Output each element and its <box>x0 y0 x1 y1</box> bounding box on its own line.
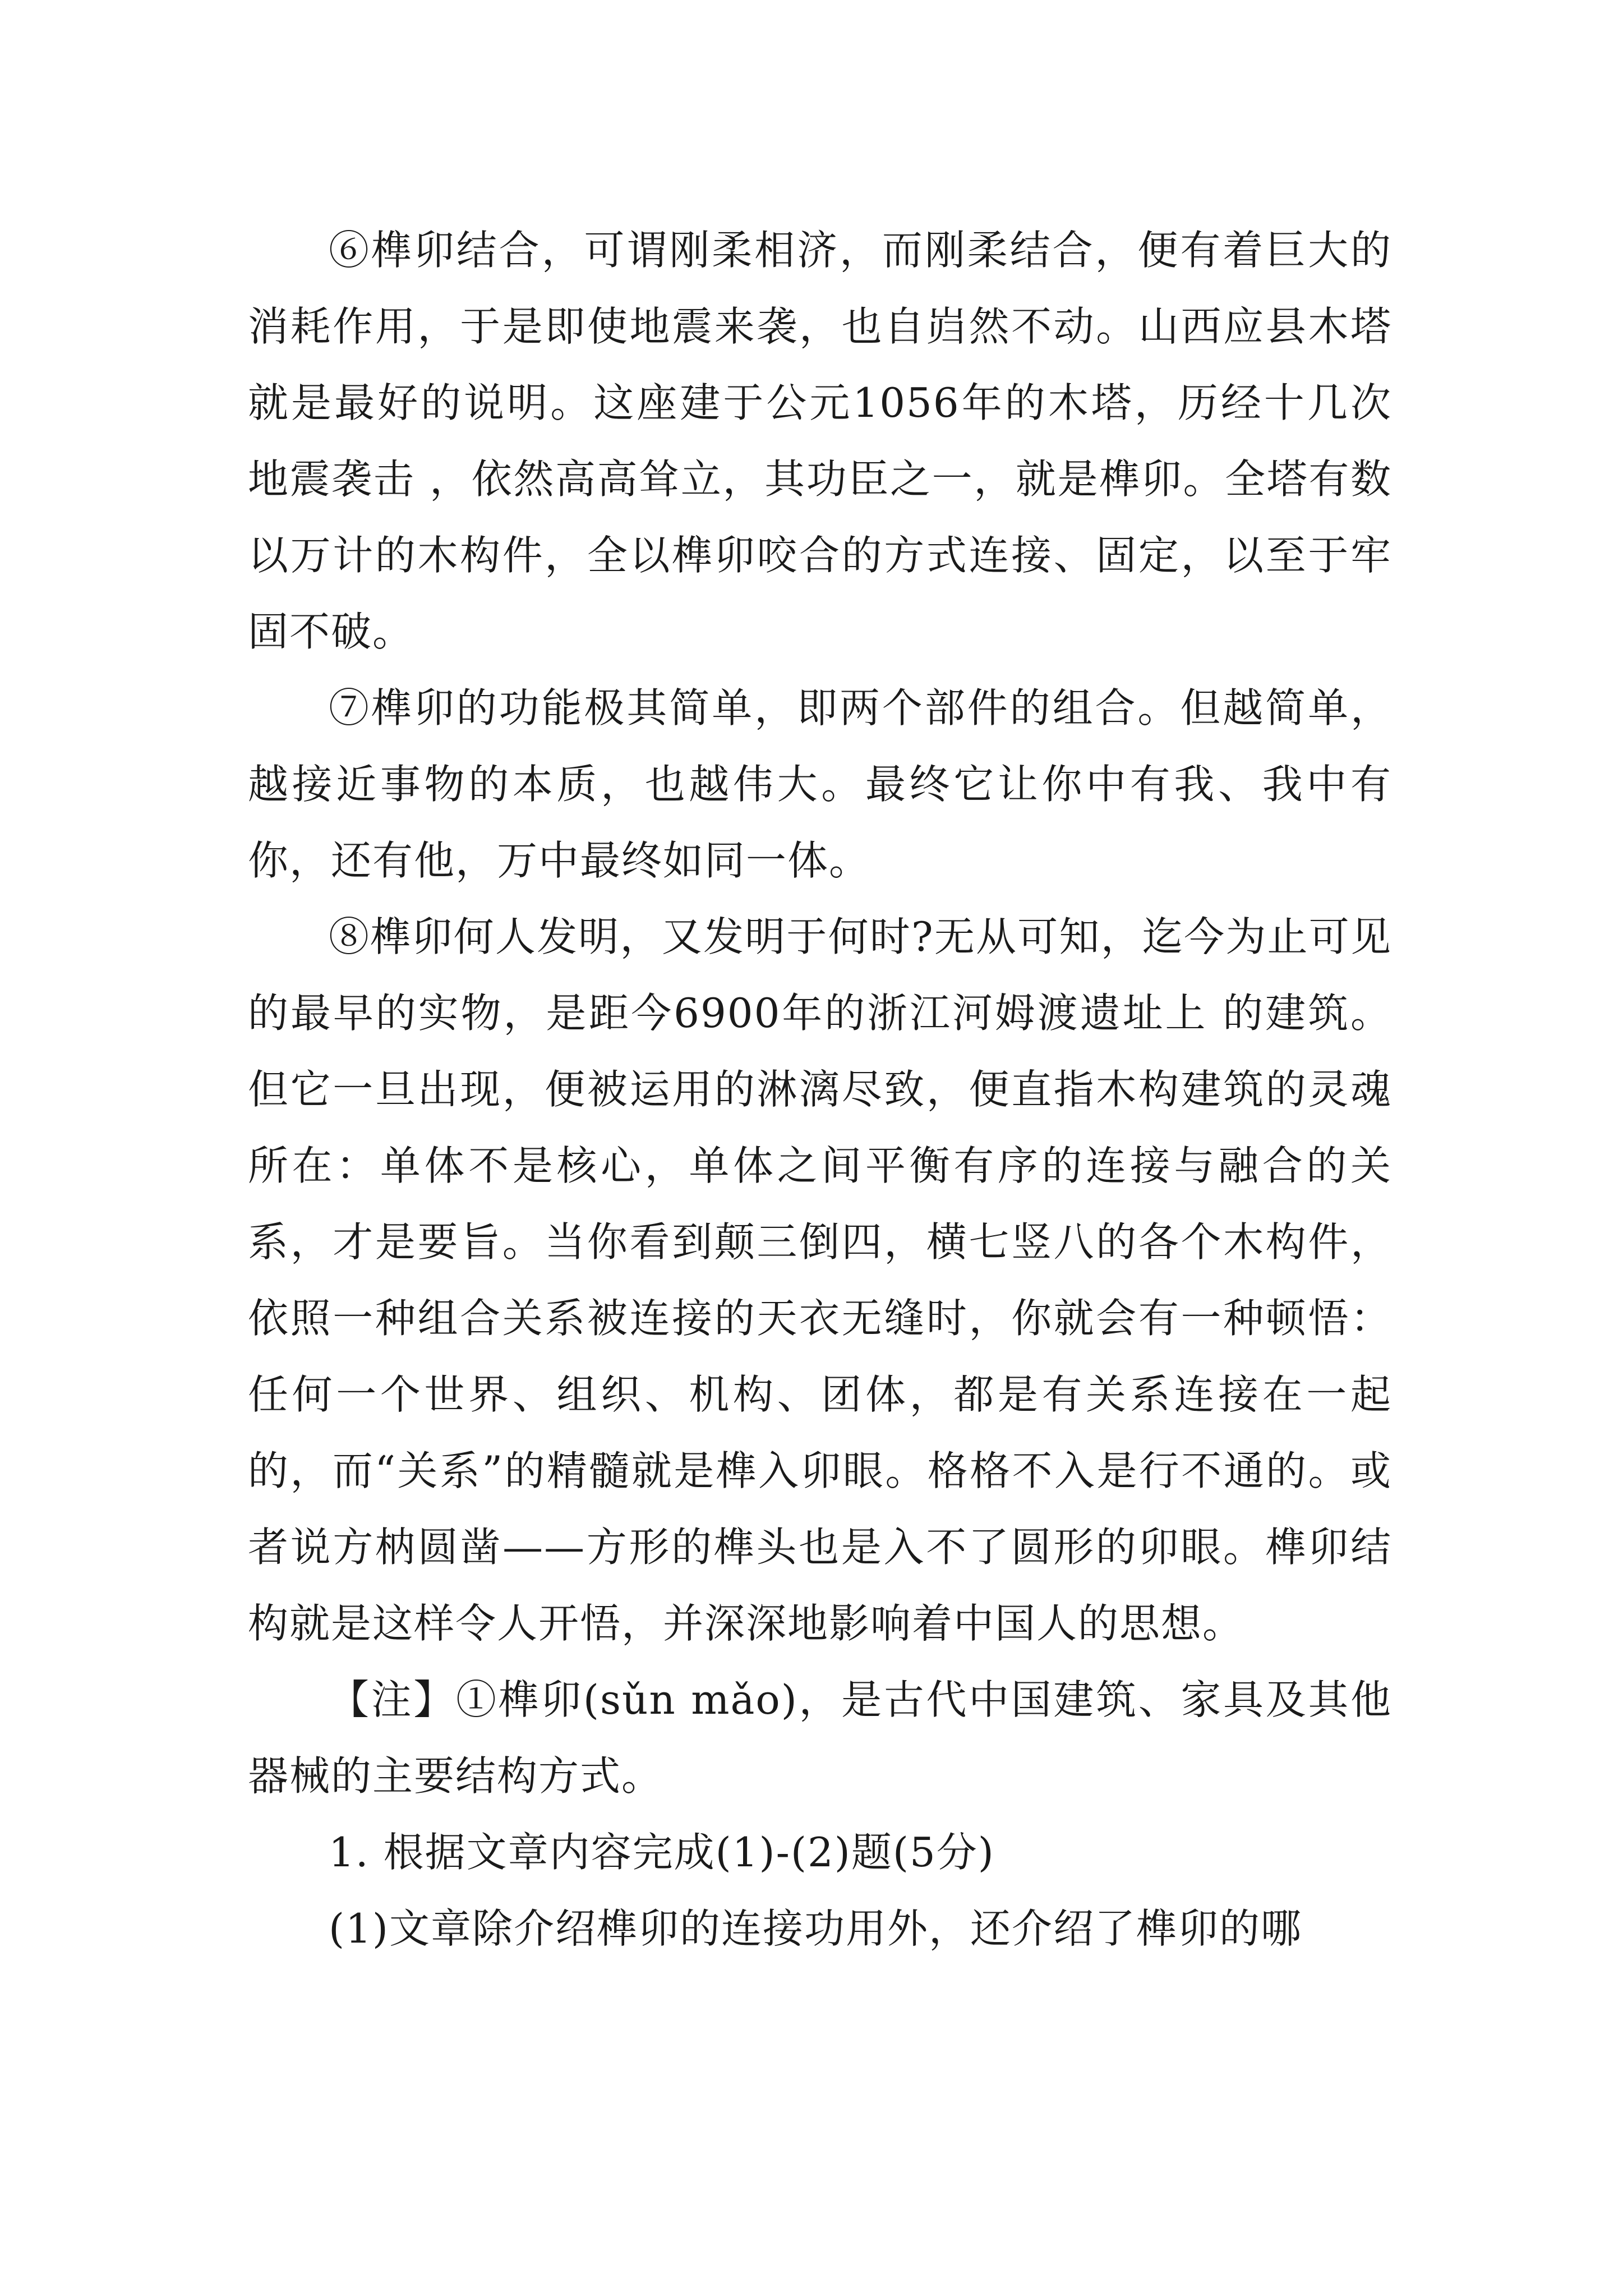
annotation-note: 【注】①榫卯(sǔn mǎo)，是古代中国建筑、家具及其他器械的主要结构方式。 <box>248 1676 1392 1800</box>
question-1: (1)文章除介绍榫卯的连接功用外，还介绍了榫卯的哪 <box>329 1905 1302 1952</box>
paragraph-8: ⑧榫卯何人发明，又发明于何时?无从可知，迄今为止可见的最早的实物，是距今6900年的浙江河姆渡遗址上 的建筑。但它一旦出现，便被运用的淋漓尽致，便直指木构建筑的灵魂所在：单体不是核心，单体之间平衡有序的连接与融合的关系，才是要旨。当你看到颠三倒四，横七竖八的各个木构件，依照一种组合关系被连接的天衣无缝时，你就会有一种顿悟：任何一个世界、组织、机构、团体，都是有关系连接在一起的，而“关系”的精髓就是榫入卯眼。格格不入是行不通的。或者说方枘圆凿——方形的榫头也是入不了圆形的卯眼。榫卯结构就是这样令人开悟，并深深地影响着中国人的思想。 <box>248 913 1392 1647</box>
question-heading: 1. 根据文章内容完成(1)-(2)题(5分) <box>329 1829 995 1876</box>
document-body <box>248 212 1392 1967</box>
paragraph-6: ⑥榫卯结合，可谓刚柔相济，而刚柔结合，便有着巨大的消耗作用，于是即使地震来袭，也自岿然不动。山西应县木塔就是最好的说明。这座建于公元1056年的木塔，历经十几次地震袭击 ，依然高高耸立，其功臣之一，就是榫卯。全塔有数以万计的木构件，全以榫卯咬合的方式连接、固定，以至于牢固不破。 <box>248 227 1392 655</box>
paragraph-7: ⑦榫卯的功能极其简单，即两个部件的组合。但越简单，越接近事物的本质，也越伟大。最终它让你中有我、我中有你，还有他，万中最终如同一体。 <box>248 684 1392 884</box>
